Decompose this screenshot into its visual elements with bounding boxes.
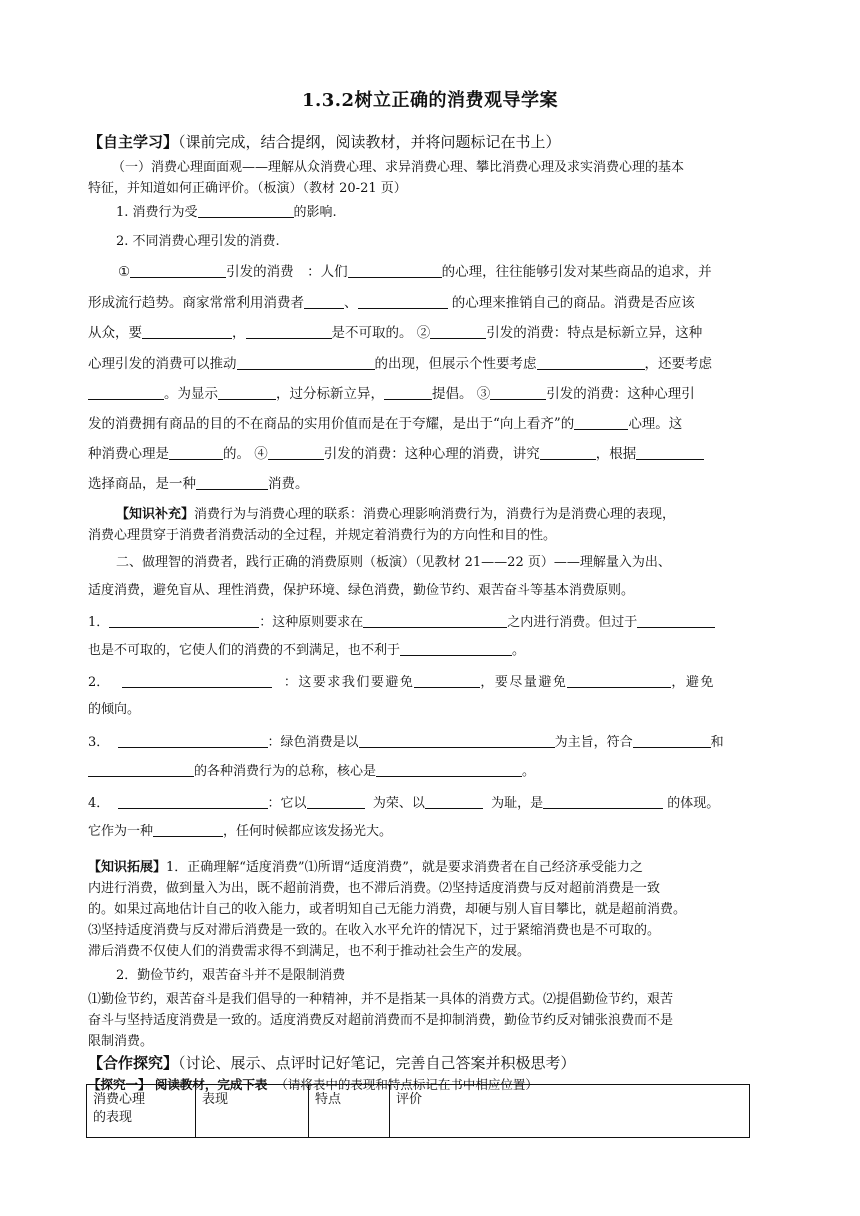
blank[interactable] [218, 385, 276, 400]
blank[interactable] [142, 324, 232, 339]
blank[interactable] [130, 263, 226, 278]
para-text: ，根据 [595, 446, 637, 462]
extension-heading: 【知识拓展】 [88, 860, 167, 875]
blank[interactable] [153, 822, 223, 837]
para-line-6 [88, 414, 772, 434]
principle-text: ：这种原则要求在 [259, 615, 364, 630]
explore-1-note: （请将表中的表现和特点标记在书中相应位置） [275, 1077, 538, 1092]
table-header-cell [87, 1085, 196, 1138]
supplement-heading: 【知识补充】 [116, 507, 195, 522]
blank[interactable] [196, 475, 268, 490]
principle-4-line-1 [88, 794, 772, 814]
para-text: ，还要考虑 [644, 356, 712, 372]
principle-text: 之内进行消费。但过于 [507, 615, 638, 630]
principle-text: 的各种消费行为的总称，核心是 [194, 764, 377, 779]
para-line-5 [88, 384, 772, 404]
principle-4-line-2 [88, 822, 772, 842]
para-text: 引发的消费：这种心理的消费，讲究 [323, 446, 540, 462]
principle-text: 为耻，是 [491, 796, 544, 811]
question-1-text: 1. 消费行为受 [116, 205, 198, 220]
principle-number: 4． [88, 796, 110, 811]
blank[interactable] [88, 385, 164, 400]
blank[interactable] [376, 762, 522, 777]
para-text: 引发的消费 ：人们 [226, 264, 348, 280]
para-text: ，过分标新立异， [276, 386, 384, 402]
principle-2-line-2: 的倾向。 [88, 702, 141, 717]
principle-text: ：它以 [267, 796, 307, 811]
para-text: 。为显示 [164, 386, 218, 402]
blank[interactable] [109, 613, 259, 628]
principle-text: ，任何时候都应该发扬光大。 [223, 824, 393, 839]
blank[interactable] [537, 355, 645, 370]
para-line-3 [88, 323, 772, 343]
principle-text: 为荣、以 [372, 796, 425, 811]
para-text: 提倡。 ③ [432, 386, 491, 402]
extension-line-7: ⑴勤俭节约，艰苦奋斗是我们倡导的一种精神，并不是指某一具体的消费方式。⑵提倡勤俭节约，艰苦 [88, 992, 674, 1007]
principle-number: 1． [88, 615, 110, 630]
blank[interactable] [400, 641, 512, 656]
para-text: 的。 ④ [223, 446, 268, 462]
part1-intro-2: 特征，并知道如何正确评价。（板演）（教材 20-21 页） [88, 181, 407, 196]
part2-line-1: 二、做理智的消费者，践行正确的消费原则（板演）（见教材 21——22 页）——理解量入为出、 [116, 555, 671, 570]
para-text: ， [232, 325, 246, 341]
self-study-heading-line [88, 132, 772, 152]
para-text: 的心理，往往能够引发对某些商品的追求，并 [441, 264, 712, 280]
principle-1-line-2 [88, 641, 772, 661]
blank[interactable] [237, 355, 375, 370]
principle-text: ：这要求我们要避免 [283, 675, 415, 690]
principle-number: 3． [88, 735, 110, 750]
principle-3-line-1 [88, 733, 772, 753]
table-header-cell: 特点 [309, 1085, 390, 1138]
blank[interactable] [384, 385, 432, 400]
question-1 [116, 203, 800, 223]
para-text: 、 [344, 295, 358, 311]
blank[interactable] [304, 294, 344, 309]
extension-line-6: 2．勤俭节约，艰苦奋斗并不是限制消费 [116, 968, 346, 983]
para-text: 形成流行趋势。商家常常利用消费者 [88, 295, 304, 311]
blank[interactable] [359, 733, 555, 748]
blank[interactable] [88, 762, 194, 777]
extension-line-9: 限制消费。 [88, 1034, 154, 1049]
principle-text: 的体现。 [663, 796, 720, 811]
blank[interactable] [543, 794, 663, 809]
para-text: 种消费心理是 [88, 446, 169, 462]
blank[interactable] [118, 794, 268, 809]
para-line-8 [88, 474, 772, 494]
blank[interactable] [363, 613, 507, 628]
principle-2-line-1 [88, 673, 772, 693]
para-text: 消费。 [268, 476, 309, 492]
blank[interactable] [358, 294, 448, 309]
blank[interactable] [430, 324, 486, 339]
self-study-note: （课前完成，结合提纲，阅读教材，并将问题标记在书上） [178, 133, 561, 151]
extension-line-4: ⑶坚持适度消费与反对滞后消费是一致的。在收入水平允许的情况下，过于紧缩消费也是不可取的。 [88, 923, 661, 938]
consumer-psychology-table [86, 1084, 750, 1138]
blank[interactable] [574, 415, 628, 430]
table-header-cell: 评价 [390, 1085, 750, 1138]
blank[interactable] [348, 263, 442, 278]
blank[interactable] [490, 385, 546, 400]
blank[interactable] [636, 445, 704, 460]
table-header-cell: 表现 [196, 1085, 309, 1138]
principle-3-line-2 [88, 762, 772, 782]
para-text: 的心理来推销自己的商品。消费是否应该 [447, 295, 695, 311]
extension-line-2: 内进行消费，做到量入为出，既不超前消费，也不滞后消费。⑵坚持适度消费与反对超前消费是一致 [88, 881, 661, 896]
principle-text: 为主旨，符合 [554, 735, 633, 750]
cooperation-note: （讨论、展示、点评时记好笔记，完善自己答案并积极思考） [178, 1054, 576, 1072]
para-text: 发的消费拥有商品的目的不在商品的实用价值而是在于夸耀，是出于“向上看齐”的 [88, 416, 575, 432]
header-text: 的表现 [93, 1110, 133, 1125]
principle-number: 2． [88, 675, 110, 690]
cooperation-heading: 【合作探究】 [88, 1054, 179, 1072]
principle-text: 。 [522, 764, 536, 779]
principle-text: ：绿色消费是以 [267, 735, 359, 750]
principle-text: 和 [710, 735, 724, 750]
page-title: 1.3.2树立正确的消费观导学案 [301, 90, 559, 111]
blank[interactable] [425, 794, 483, 809]
blank[interactable] [414, 673, 480, 688]
principle-text: 也是不可取的，它使人们的消费的不到满足，也不利于 [88, 643, 401, 658]
extension-line-3: 的。如果过高地估计自己的收入能力，或者明知自己无能力消费，却硬与别人盲目攀比，就是超前消费。 [88, 902, 687, 917]
blank[interactable] [633, 733, 711, 748]
para-text: 引发的消费：特点是标新立异，这种 [486, 325, 703, 341]
blank[interactable] [198, 203, 294, 218]
blank[interactable] [122, 673, 272, 688]
para-text: ① [118, 264, 131, 280]
para-text: 的出现，但展示个性要考虑 [374, 356, 537, 372]
part2-line-2: 适度消费，避免盲从、理性消费，保护环境、绿色消费，勤俭节约、艰苦奋斗等基本消费原则。 [88, 583, 635, 598]
para-line-7 [88, 444, 772, 464]
para-text: 心理。这 [628, 416, 683, 432]
explore-1-heading: 【探究一】 阅读教材，完成下表 [88, 1077, 268, 1092]
blank[interactable] [307, 794, 365, 809]
para-text: 是不可取的。 ② [331, 325, 431, 341]
supplement-line-2: 消费心理贯穿于消费者消费活动的全过程，并规定着消费行为的方向性和目的性。 [88, 528, 557, 543]
blank[interactable] [540, 445, 596, 460]
cooperation-heading-line [88, 1053, 772, 1073]
blank[interactable] [118, 733, 268, 748]
principle-text: 它作为一种 [88, 824, 154, 839]
principle-1-line-1 [88, 613, 772, 633]
blank[interactable] [268, 445, 324, 460]
para-line-1 [118, 262, 802, 282]
header-text: 消费心理 [93, 1092, 146, 1107]
blank[interactable] [637, 613, 715, 628]
principle-text: ，要尽量避免 [480, 675, 568, 690]
supplement-line-1 [116, 505, 800, 525]
para-line-2 [88, 293, 772, 313]
extension-line-1 [88, 858, 772, 878]
blank[interactable] [169, 445, 223, 460]
extension-text: 1．正确理解“适度消费”⑴所谓“适度消费”，就是要求消费者在自己经济承受能力之 [166, 860, 643, 875]
supplement-text: 消费行为与消费心理的联系：消费心理影响消费行为，消费行为是消费心理的表现， [194, 507, 676, 522]
para-text: 从众，要 [88, 325, 142, 341]
blank[interactable] [246, 324, 332, 339]
principle-text: ，避免 [671, 675, 715, 690]
question-1-suffix: 的影响. [293, 205, 337, 220]
para-text: 选择商品，是一种 [88, 476, 196, 492]
para-text: 引发的消费：这种心理引 [546, 386, 695, 402]
part1-intro-1: （一）消费心理面面观——理解从众消费心理、求异消费心理、攀比消费心理及求实消费心理的基本 [112, 160, 685, 175]
extension-line-5: 滞后消费不仅使人们的消费需求得不到满足，也不利于推动社会生产的发展。 [88, 944, 531, 959]
table-row [87, 1085, 750, 1138]
self-study-heading: 【自主学习】 [88, 133, 179, 151]
question-2: 2. 不同消费心理引发的消费. [116, 234, 280, 249]
para-line-4 [88, 354, 772, 374]
para-text: 心理引发的消费可以推动 [88, 356, 237, 372]
extension-line-8: 奋斗与坚持适度消费是一致的。适度消费反对超前消费而不是抑制消费，勤俭节约反对铺张浪费而不是 [88, 1013, 674, 1028]
blank[interactable] [567, 673, 671, 688]
principle-text: 。 [512, 643, 526, 658]
